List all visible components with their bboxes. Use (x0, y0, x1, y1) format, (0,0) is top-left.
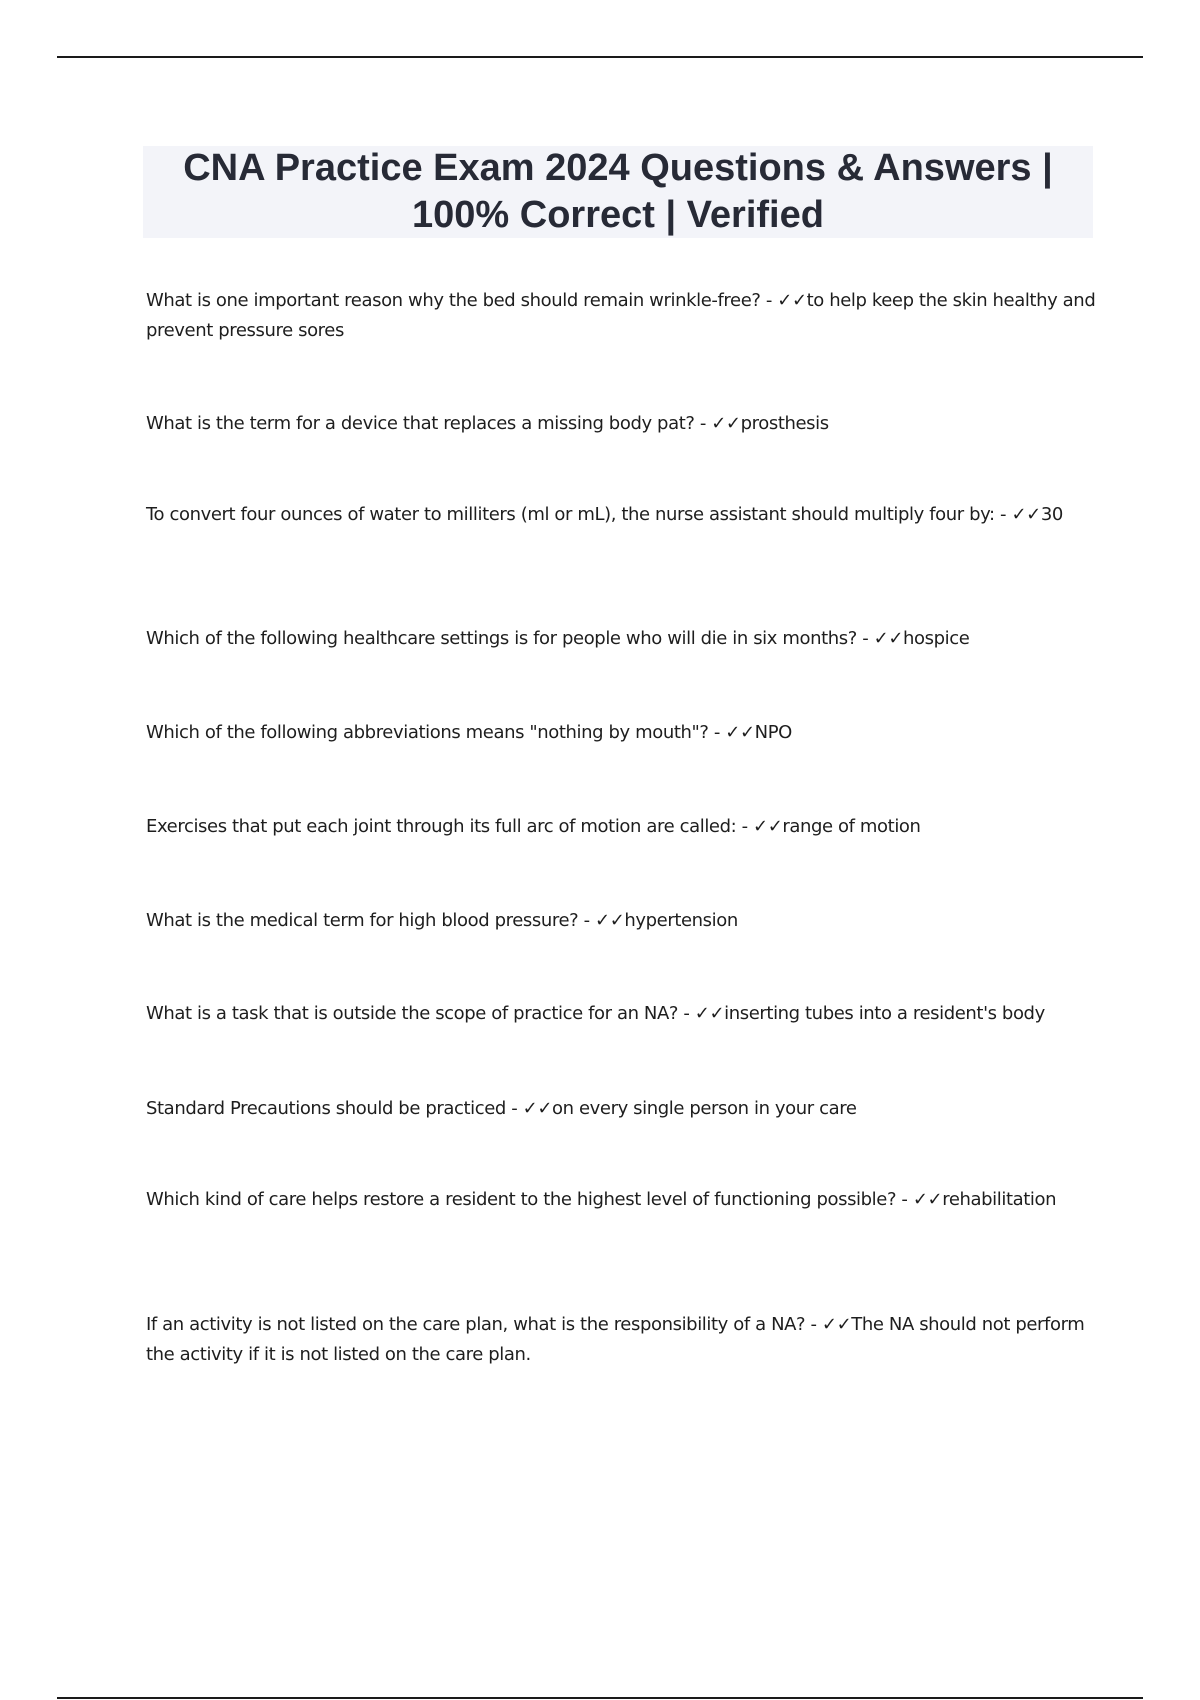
qa-item-9: Standard Precautions should be practiced - ✓✓on every single person in your care (146, 1098, 857, 1119)
qa-item-4: Which of the following healthcare settings is for people who will die in six months? - ✓✓hospice (146, 628, 970, 649)
qa-item-5: Which of the following abbreviations means "nothing by mouth"? - ✓✓NPO (146, 722, 792, 743)
qa-item-8: What is a task that is outside the scope of practice for an NA? - ✓✓inserting tubes into a resident's body (146, 1003, 1045, 1024)
qa-item-6: Exercises that put each joint through its full arc of motion are called: - ✓✓range of motion (146, 816, 921, 837)
title-banner (143, 146, 1093, 238)
qa-item-7: What is the medical term for high blood pressure? - ✓✓hypertension (146, 910, 738, 931)
qa-item-10: Which kind of care helps restore a resident to the highest level of functioning possible? - ✓✓rehabilitation (146, 1189, 1057, 1210)
qa-item-11: If an activity is not listed on the care plan, what is the responsibility of a NA? - ✓✓The NA should not perform the activity if it is not listed on the care plan. (146, 1314, 1085, 1365)
qa-item-1: What is one important reason why the bed should remain wrinkle-free? - ✓✓to help keep the skin healthy and prevent pressure sores (146, 290, 1096, 341)
qa-item-2: What is the term for a device that replaces a missing body pat? - ✓✓prosthesis (146, 413, 829, 434)
document-title: CNA Practice Exam 2024 Questions & Answers | 100% Correct | Verified (183, 147, 1053, 236)
top-divider (57, 56, 1143, 58)
bottom-divider (57, 1697, 1143, 1699)
qa-item-3: To convert four ounces of water to milliters (ml or mL), the nurse assistant should multiply four by: - ✓✓30 (146, 504, 1063, 525)
